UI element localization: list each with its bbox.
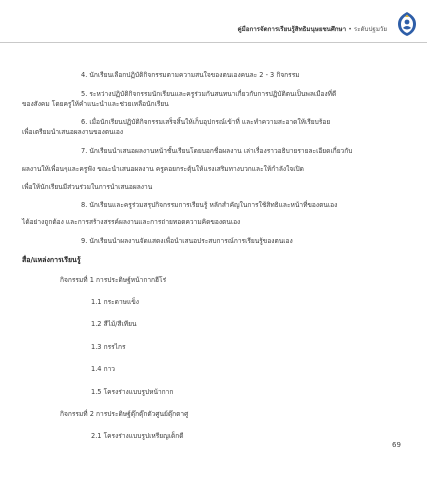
section-heading: สื่อ/แหล่งการเรียนรู้ [22, 255, 81, 264]
step-7-line-3: เพื่อให้นักเรียนมีส่วนร่วมในการนำเสนอผลงาน [22, 182, 153, 191]
step-4-line-1: 4. นักเรียนเลือกปฏิบัติกิจกรรมตามความสนใจของตนเองคนละ 2 - 3 กิจกรรม [81, 71, 300, 79]
activity-2-item: 2.1 โครงร่างแบบรูปเหรียญเด็กดี [91, 432, 184, 441]
step-8-line-2: ได้อย่างถูกต้อง และการสร้างสรรค์ผลงานและการถ่ายทอดความคิดของตนเอง [22, 218, 241, 227]
page-number: 69 [392, 441, 401, 449]
step-5-line-2: ของสังคม โดยครูให้คำแนะนำและช่วยเหลือนักเรียน [22, 99, 169, 108]
step-9 [22, 236, 406, 246]
emblem-icon [395, 11, 419, 37]
step-9-line-1: 9. นักเรียนนำผลงานจัดแสดงเพื่อนำเสนอประสบการณ์การเรียนรู้ของตนเอง [81, 236, 293, 245]
header-title-text: คู่มือการจัดการเรียนรู้สิทธิมนุษยชนศึกษา [237, 26, 347, 33]
step-7-line-1: 7. นักเรียนนำเสนอผลงานหน้าชั้นเรียนโดยบอกชื่อผลงาน เล่าเรื่องราวอธิบายรายละเอียดเกี่ยวกับ [81, 146, 353, 155]
activity-1-item: 1.2 สีไม้/สีเทียน [91, 320, 137, 329]
step-7 [22, 146, 406, 192]
activity-1-item: 1.1 กระดาษแข็ง [91, 297, 139, 306]
activity-1-item: 1.4 กาว [91, 365, 115, 374]
page-header [238, 10, 419, 38]
step-4 [22, 70, 406, 80]
step-5-line-1: 5. ระหว่างปฏิบัติกิจกรรมนักเรียนและครูร่วมกันสนทนาเกี่ยวกับการปฏิบัติตนเป็นพลเมืองที่ดี [81, 89, 337, 98]
step-6 [22, 117, 406, 137]
step-8-line-1: 8. นักเรียนและครูร่วมสรุปกิจกรรมการเรียนรู้ หลักสำคัญในการใช้สิทธิและหน้าที่ของตนเอง [81, 201, 338, 210]
activity-1-item: 1.3 กรรไกร [91, 342, 126, 351]
activity-1-item: 1.5 โครงร่างแบบรูปหน้ากาก [91, 387, 174, 396]
header-title [238, 24, 387, 34]
activity-1-title: กิจกรรมที่ 1 การประดิษฐ์หน้ากากฮีโร่ [60, 275, 167, 284]
step-7-line-2: ผลงานให้เพื่อนๆและครูฟัง ขณะนำเสนอผลงาน ครูคอยกระตุ้นให้แรงเสริมทางบวกและให้กำลังใจเปิด [22, 164, 304, 173]
step-6-line-1: 6. เมื่อนักเรียนปฏิบัติกิจกรรมเสร็จสิ้นให้เก็บอุปกรณ์เข้าที่ และทำความสะอาดให้เรียบร้อย [81, 118, 331, 127]
header-subtitle: • ระดับปฐมวัย [348, 26, 387, 33]
step-6-line-2: เพื่อเตรียมนำเสนอผลงานของตนเอง [22, 128, 124, 137]
step-5 [22, 89, 406, 109]
header-divider [0, 42, 427, 43]
step-8 [22, 200, 406, 227]
document-body [22, 70, 406, 454]
activity-2-title: กิจกรรมที่ 2 การประดิษฐ์ตุ๊กตุ๊กตัวศูนย์ตุ๊กตาศู [60, 410, 189, 419]
